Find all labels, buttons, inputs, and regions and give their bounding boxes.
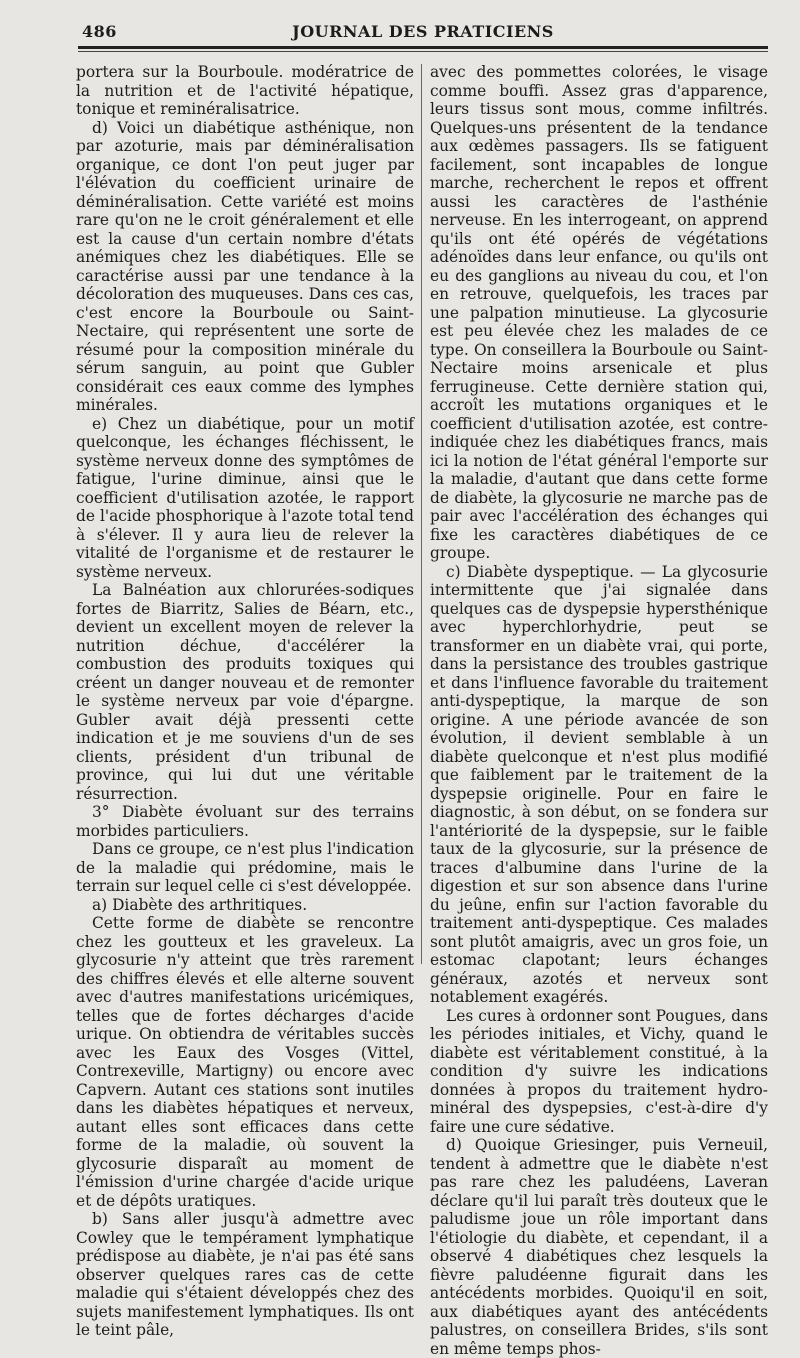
header-rule-thin [78, 51, 768, 52]
journal-title: JOURNAL DES PRATICIENS [292, 22, 554, 41]
left-column-paragraph: Cette forme de diabète se rencontre chez les goutteux et les graveleux. La glycosurie n'y atteint que très rarement des chiffres élevés et elle alterne souvent avec d'autres manifestations uricémiques, telles que de fortes décharges d'acide urique. On obtiendra de véritables succès avec les Eaux des Vosges (Vittel, Contrexeville, Martigny) ou encore avec Capvern. Autant ces stations sont inutiles dans les diabètes hépatiques et nerveux, autant elles sont efficaces dans cette forme de la maladie, où souvent la glycosurie disparaît au moment de l'émission d'urine chargée d'acide urique et de dépôts uratiques. [76, 914, 414, 1210]
page-number: 486 [82, 22, 117, 41]
left-column [76, 63, 414, 1340]
right-column [430, 63, 768, 1358]
left-column-paragraph: portera sur la Bourboule. modératrice de la nutrition et de l'activité hépatique, tonique et reminéralisatrice. [76, 63, 414, 118]
left-column-paragraph: La Balnéation aux chlorurées-sodiques fortes de Biarritz, Salies de Béarn, etc., devient un excellent moyen de relever la nutrition déchue, d'accélérer la combustion des produits toxiques qui créent un danger nouveau et de remonter le système nerveux par voie d'épargne. Gubler avait déjà pressenti cette indication et je me souviens d'un de ses clients, président d'un tribunal de province, qui lui dut une véritable résurrection. [76, 581, 414, 803]
left-column-paragraph: Dans ce groupe, ce n'est plus l'indication de la maladie qui prédomine, mais le terrain sur lequel celle ci s'est développée. [76, 840, 414, 895]
left-column-paragraph: d) Voici un diabétique asthénique, non par azoturie, mais par déminéralisation organique, ce dont l'on peut juger par l'élévation du coefficient urinaire de déminéralisation. Cette variété est moins rare qu'on ne le croit généralement et elle est la cause d'un certain nombre d'états anémiques chez les diabétiques. Elle se caractérise aussi par une tendance à la décoloration des muqueuses. Dans ces cas, c'est encore la Bourboule ou Saint-Nectaire, qui représentent une sorte de résumé pour la composition minérale du sérum sanguin, au point que Gubler considérait ces eaux comme des lymphes minérales. [76, 118, 414, 414]
left-column-paragraph: 3° Diabète évoluant sur des terrains morbides particuliers. [76, 803, 414, 840]
left-column-paragraph: a) Diabète des arthritiques. [92, 895, 308, 914]
right-column-paragraph: c) Diabète dyspeptique. — La glycosurie intermittente que j'ai signalée dans quelques cas de dyspepsie hypersthénique avec hyperchlorhydrie, peut se transformer en un diabète vrai, qui porte, dans la persistance des troubles gastrique et dans l'influence favorable du traitement anti-dyspeptique, la marque de son origine. A une période avancée de son évolution, il devient semblable à un diabète quelconque et n'est plus modifié que faiblement par le traitement de la dyspepsie originelle. Pour en faire le diagnostic, à son début, on se fondera sur l'antériorité de la dyspepsie, sur le faible taux de la glycosurie, sur la présence de traces d'albumine dans l'urine de la digestion et sur son absence dans l'urine du jeûne, enfin sur l'action favorable du traitement anti-dyspeptique. Ces malades sont plutôt amaigris, avec un gros foie, un estomac clapotant; leurs échanges généraux, azotés et nerveux sont notablement exagérés. [430, 562, 768, 1006]
running-header [78, 22, 768, 44]
left-column-paragraph: b) Sans aller jusqu'à admettre avec Cowley que le tempérament lymphatique prédispose au diabète, je n'ai pas été sans observer quelques rares cas de cette maladie qui s'étaient développés chez des sujets manifestement lymphatiques. Ils ont le teint pâle, [76, 1210, 414, 1339]
header-rule-thick [78, 46, 768, 49]
column-separator [421, 64, 422, 964]
right-column-paragraph: avec des pommettes colorées, le visage comme bouffi. Assez gras d'apparence, leurs tissus sont mous, comme infiltrés. Quelques-uns présentent de la tendance aux œdèmes passagers. Ils se fatiguent facilement, sont incapables de longue marche, recherchent le repos et offrent aussi les caractères de l'asthénie nerveuse. En les interrogeant, on apprend qu'ils ont été opérés de végétations adénoïdes dans leur enfance, ou qu'ils ont eu des ganglions au niveau du cou, et l'on en retrouve, quelquefois, les traces par une palpation minutieuse. La glycosurie est peu élevée chez les malades de ce type. On conseillera la Bourboule ou Saint-Nectaire moins arsenicale et plus ferrugineuse. Cette dernière station qui, accroît les mutations organiques et le coefficient d'utilisation azotée, est contre-indiquée chez les diabétiques francs, mais ici la notion de l'état général l'emporte sur la maladie, d'autant que dans cette forme de diabète, la glycosurie ne marche pas de pair avec l'accélération des échanges qui fixe les caractères diabétiques de ce groupe. [430, 63, 768, 562]
right-column-paragraph: Les cures à ordonner sont Pougues, dans les périodes initiales, et Vichy, quand le diabète est véritablement constitué, à la condition d'y suivre les indications données à propos du traitement hydro-minéral des dyspepsies, c'est-à-dire d'y faire une cure sédative. [430, 1006, 768, 1136]
right-column-paragraph: d) Quoique Griesinger, puis Verneuil, tendent à admettre que le diabète n'est pas rare chez les paludéens, Laveran déclare qu'il lui paraît très douteux que le paludisme joue un rôle important dans l'étiologie du diabète, et cependant, il a observé 4 diabétiques chez lesquels la fièvre paludéenne figurait dans les antécédents morbides. Quoiqu'il en soit, aux diabétiques ayant des antécédents palustres, on conseillera Brides, s'ils sont en même temps phos- [430, 1136, 768, 1358]
left-column-paragraph: e) Chez un diabétique, pour un motif quelconque, les échanges fléchissent, le système nerveux donne des symptômes de fatigue, l'urine diminue, ainsi que le coefficient d'utilisation azotée, le rapport de l'acide phosphorique à l'azote total tend à s'élever. Il y aura lieu de relever la vitalité de l'organisme et de restaurer le système nerveux. [76, 414, 414, 581]
